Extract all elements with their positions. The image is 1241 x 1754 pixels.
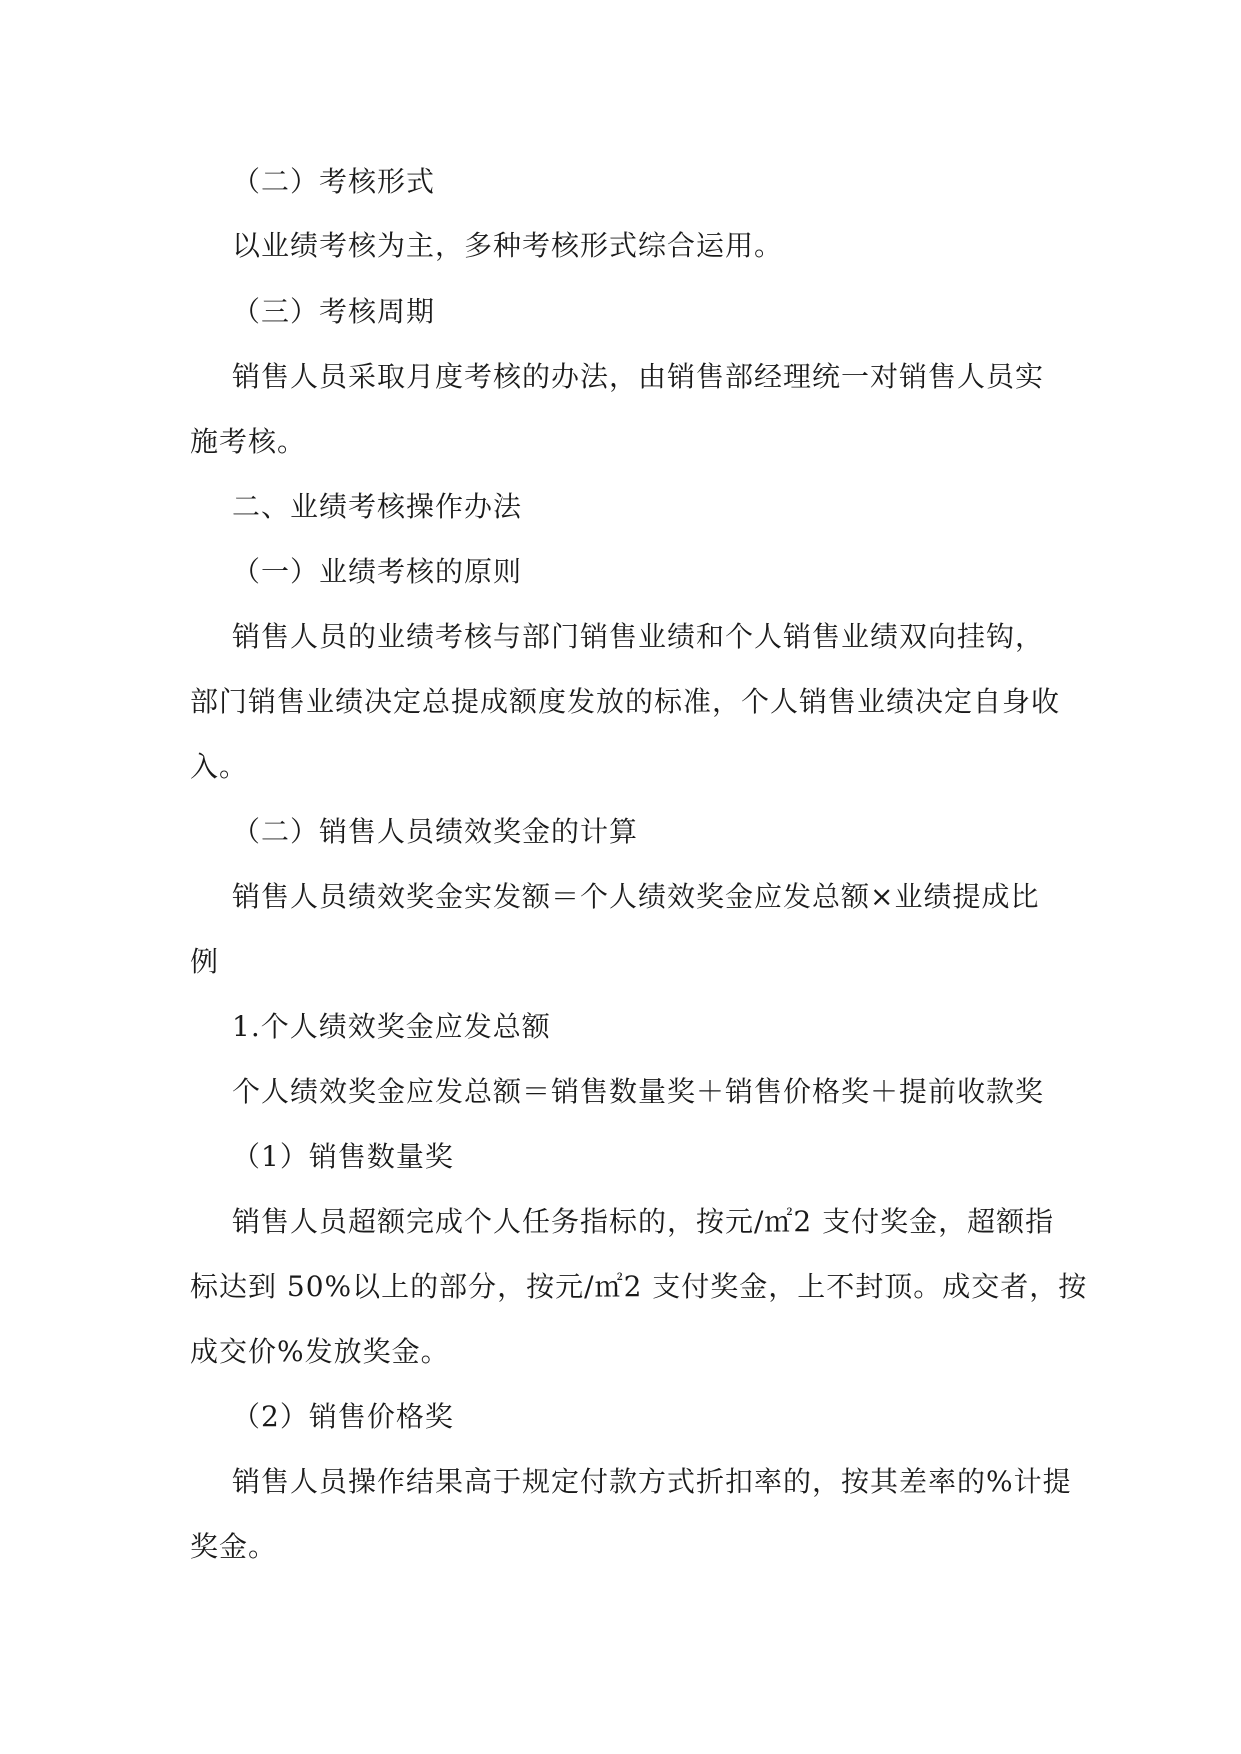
heading-assessment-cycle: （三）考核周期	[232, 295, 436, 328]
paragraph-line: 销售人员的业绩考核与部门销售业绩和个人销售业绩双向挂钩，	[232, 620, 1045, 653]
subheading-quantity-award: （1）销售数量奖	[232, 1140, 454, 1173]
heading-principles: （一）业绩考核的原则	[232, 555, 523, 588]
paragraph-line: 施考核。	[190, 425, 307, 458]
subheading-price-award: （2）销售价格奖	[232, 1400, 454, 1433]
paragraph-line: 成交价%发放奖金。	[190, 1335, 450, 1368]
paragraph-line: 奖金。	[190, 1530, 278, 1563]
paragraph-line: 销售人员操作结果高于规定付款方式折扣率的，按其差率的%计提	[232, 1465, 1072, 1498]
paragraph-line: 标达到 50%以上的部分，按元/㎡2 支付奖金，上不封顶。成交者，按	[190, 1270, 1088, 1303]
paragraph-line: 以业绩考核为主，多种考核形式综合运用。	[232, 229, 784, 262]
paragraph-line: 入。	[190, 750, 249, 783]
heading-bonus-calculation: （二）销售人员绩效奖金的计算	[232, 815, 639, 848]
heading-assessment-form: （二）考核形式	[232, 165, 436, 198]
paragraph-line: 个人绩效奖金应发总额＝销售数量奖＋销售价格奖＋提前收款奖	[232, 1075, 1045, 1108]
paragraph-line: 销售人员绩效奖金实发额＝个人绩效奖金应发总额×业绩提成比	[232, 880, 1040, 913]
section-heading-performance: 二、业绩考核操作办法	[232, 490, 523, 523]
paragraph-line: 例	[190, 945, 220, 978]
paragraph-line: 销售人员采取月度考核的办法，由销售部经理统一对销售人员实	[232, 360, 1045, 393]
paragraph-line: 部门销售业绩决定总提成额度发放的标准，个人销售业绩决定自身收	[190, 685, 1061, 718]
paragraph-line: 销售人员超额完成个人任务指标的，按元/㎡2 支付奖金，超额指	[232, 1205, 1055, 1238]
subheading-personal-bonus: 1.个人绩效奖金应发总额	[232, 1010, 551, 1043]
